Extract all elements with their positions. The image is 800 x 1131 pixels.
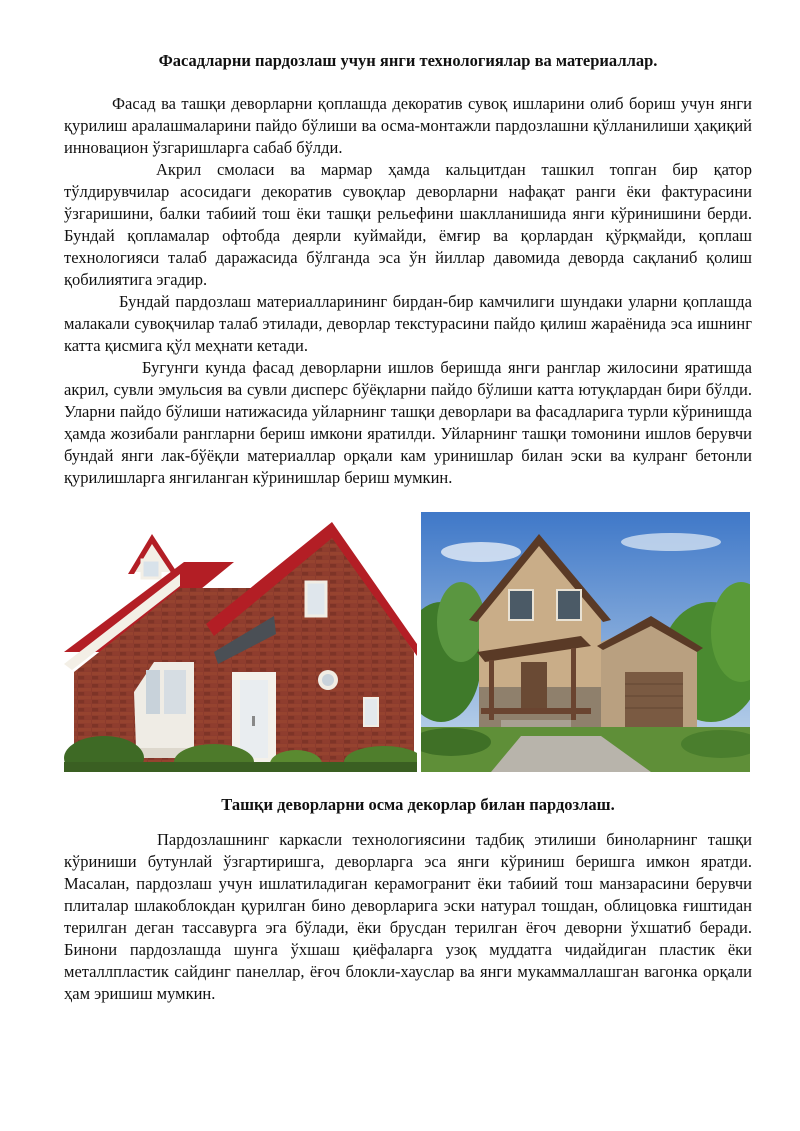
section-subtitle: Ташқи деворларни осма декорлар билан пардозлаш. [221, 795, 615, 814]
paragraph-3: Бундай пардозлаш материалларининг бирдан-бир камчилиги шундаки уларни қоплашда малакали сувоқчилар талаб этилади, деворлар текстурасини пайдо қилиш жараёнида эса ишнинг катта қисмига қўл меҳнати кетади. [64, 292, 752, 355]
document-title: Фасадларни пардозлаш учун янги технологиялар ва материаллар. [158, 51, 658, 70]
brick-house-illustration [64, 512, 417, 772]
cottage-house-photo [421, 512, 750, 772]
paragraph-5: Пардозлашнинг каркасли технологиясини тадбиқ этилиши биноларнинг ташқи кўриниши бутунлай ўзгартиришга, деворларга эса янги кўриниш беришга имкон яратди. Масалан, пардозлаш учун ишлатиладиган керамогранит ёки табиий тош манзарасини берувчи плиталар шлакоблокдан қурилган бино деворларига эски натурал тошдан, облицовка ғиштидан терилган деган тассавурга эга бўлади, ёки брусдан терилган ёғоч деворни ўхшатиб беради. Бинони пардозлашда шунга ўхшаш қиёфаларга узоқ муддатга чидайдиган пластик ёки металлпластик сайдинг панеллар, ёғоч блокли-хауслар ва янги мукаммаллашган вагонка орқали ҳам эришиш мумкин. [64, 830, 752, 1003]
brick-house-photo [64, 512, 417, 772]
paragraph-2: Акрил смоласи ва мармар ҳамда кальцитдан ташкил топган бир қатор тўлдирувчилар асосидаги декоратив сувоқлар деворларни нафақат ранги ёки фактурасини ўзгаришини, балки табиий тош ёки ташқи рельефини шаклланишида янги кўринишини берди. Бундай қопламалар офтобда деярли куймайди, ёмғир ва қорлардан қўрқмайди, қоплаш технологияси талаб даражасида бўлганда эса ўн йиллар давомида деворда сақланиб қолиш қобилиятига эгадир. [64, 160, 752, 289]
cottage-house-illustration [421, 512, 750, 772]
paragraph-4: Бугунги кунда фасад деворларни ишлов беришда янги ранглар жилосини яратишда акрил, сувли эмульсия ва сувли дисперс бўёқларни пайдо бўлиши катта ютуқлардан бири бўлди. Уларни пайдо бўлиши натижасида уйларнинг ташқи деворлари ва фасадларига турли кўринишда ҳамда жозибали рангларни бериш имкони яратилди. Уйларнинг ташқи томонини ишлов берувчи бундай янги лак-бўёқли материаллар орқали кам уринишлар билан эски ва кулранг бетонли қурилишларга янгиланган кўринишлар бериш мумкин. [64, 358, 752, 487]
paragraph-1: Фасад ва ташқи деворларни қоплашда декоратив сувоқ ишларини олиб бориш учун янги қурилиш аралашмаларини пайдо бўлиши ва осма-монтажли пардозлашни қўлланилиши ҳақиқий инновацион ўзгаришларга сабаб бўлди. [64, 94, 752, 157]
